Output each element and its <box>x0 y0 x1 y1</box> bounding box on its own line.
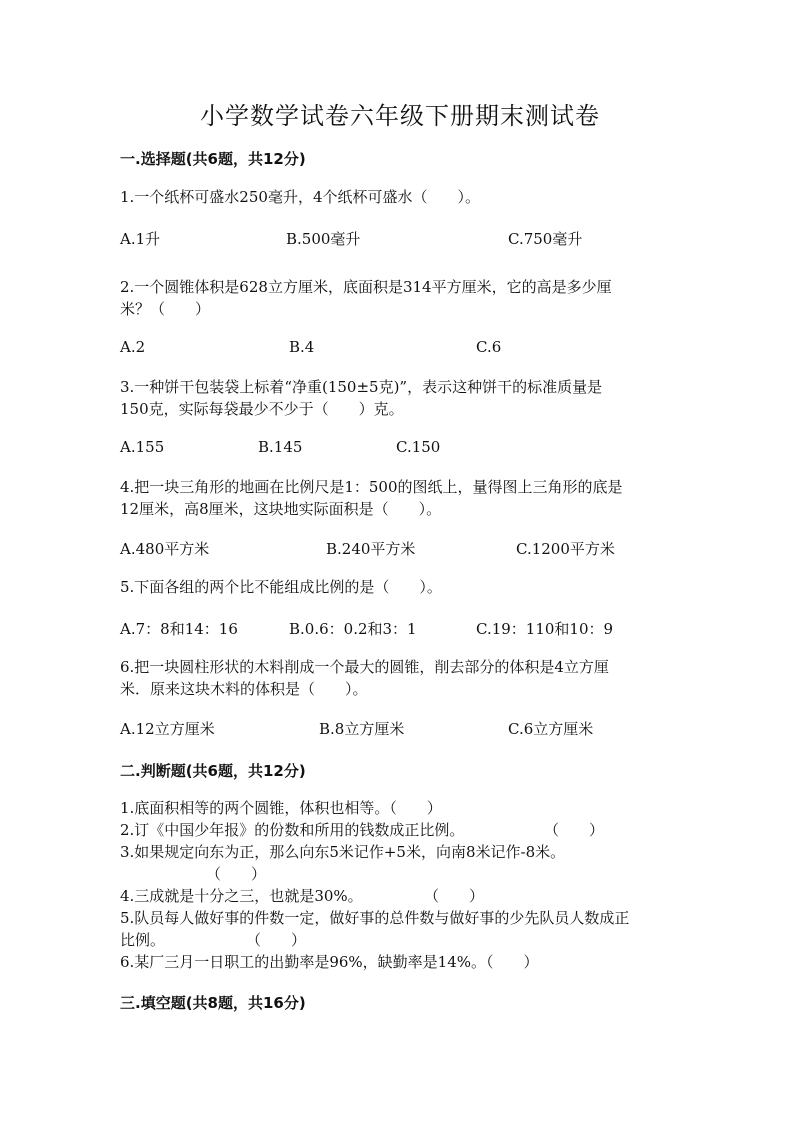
question-6-line1: 6.把一块圆柱形状的木料削成一个最大的圆锥，削去部分的体积是4立方厘 <box>120 658 609 676</box>
section-heading-judgement: 二.判断题(共6题，共12分) <box>120 762 306 780</box>
judgement-5-line2: 比例。 <box>120 931 166 949</box>
judgement-2: 2.订《中国少年报》的份数和所用的钱数成正比例。 <box>120 821 465 839</box>
option-4a: A.480平方米 <box>120 540 210 558</box>
option-2a: A.2 <box>120 338 146 356</box>
option-6c: C.6立方厘米 <box>508 720 594 738</box>
judgement-6: 6.某厂三月一日职工的出勤率是96%，缺勤率是14%。（ ） <box>120 953 539 971</box>
option-3a: A.155 <box>120 438 165 456</box>
judgement-1: 1.底面积相等的两个圆锥，体积也相等。（ ） <box>120 799 442 817</box>
judgement-3-answer: （ ） <box>206 865 267 883</box>
question-3-line2: 150克，实际每袋最少不少于（ ）克。 <box>120 400 404 418</box>
page-title: 小学数学试卷六年级下册期末测试卷 <box>200 102 600 130</box>
question-2-line1: 2.一个圆锥体积是628立方厘米，底面积是314平方厘米，它的高是多少厘 <box>120 278 612 296</box>
option-5a: A.7：8和14：16 <box>120 620 238 638</box>
question-4-line1: 4.把一块三角形的地画在比例尺是1：500的图纸上，量得图上三角形的底是 <box>120 478 623 496</box>
question-2-line2: 米？（ ） <box>120 300 211 318</box>
option-2b: B.4 <box>289 338 315 356</box>
option-5b: B.0.6：0.2和3：1 <box>289 620 417 638</box>
question-1: 1.一个纸杯可盛水250毫升，4个纸杯可盛水（ ）。 <box>120 188 480 206</box>
section-heading-fill-in: 三.填空题(共8题，共16分) <box>120 994 306 1012</box>
question-4-line2: 12厘米，高8厘米，这块地实际面积是（ ）。 <box>120 500 442 518</box>
judgement-5-answer: （ ） <box>246 931 307 949</box>
option-1b: B.500毫升 <box>286 230 361 248</box>
option-1a: A.1升 <box>120 230 161 248</box>
section-heading-choice: 一.选择题(共6题，共12分) <box>120 150 306 168</box>
option-3b: B.145 <box>258 438 303 456</box>
question-6-line2: 米．原来这块木料的体积是（ ）。 <box>120 680 368 698</box>
judgement-4-answer: （ ） <box>424 887 485 905</box>
option-3c: C.150 <box>396 438 441 456</box>
option-2c: C.6 <box>476 338 502 356</box>
judgement-2-answer: （ ） <box>544 821 605 839</box>
judgement-5: 5.队员每人做好事的件数一定，做好事的总件数与做好事的少先队员人数成正 <box>120 909 630 927</box>
judgement-3: 3.如果规定向东为正，那么向东5米记作+5米，向南8米记作-8米。 <box>120 843 566 861</box>
option-4c: C.1200平方米 <box>516 540 615 558</box>
option-6b: B.8立方厘米 <box>319 720 405 738</box>
judgement-4: 4.三成就是十分之三，也就是30%。 <box>120 887 363 905</box>
option-4b: B.240平方米 <box>326 540 416 558</box>
question-5: 5.下面各组的两个比不能组成比例的是（ ）。 <box>120 578 442 596</box>
option-5c: C.19：110和10：9 <box>476 620 614 638</box>
option-1c: C.750毫升 <box>508 230 583 248</box>
question-3-line1: 3.一种饼干包装袋上标着“净重(150±5克)”，表示这种饼干的标准质量是 <box>120 378 603 396</box>
option-6a: A.12立方厘米 <box>120 720 215 738</box>
